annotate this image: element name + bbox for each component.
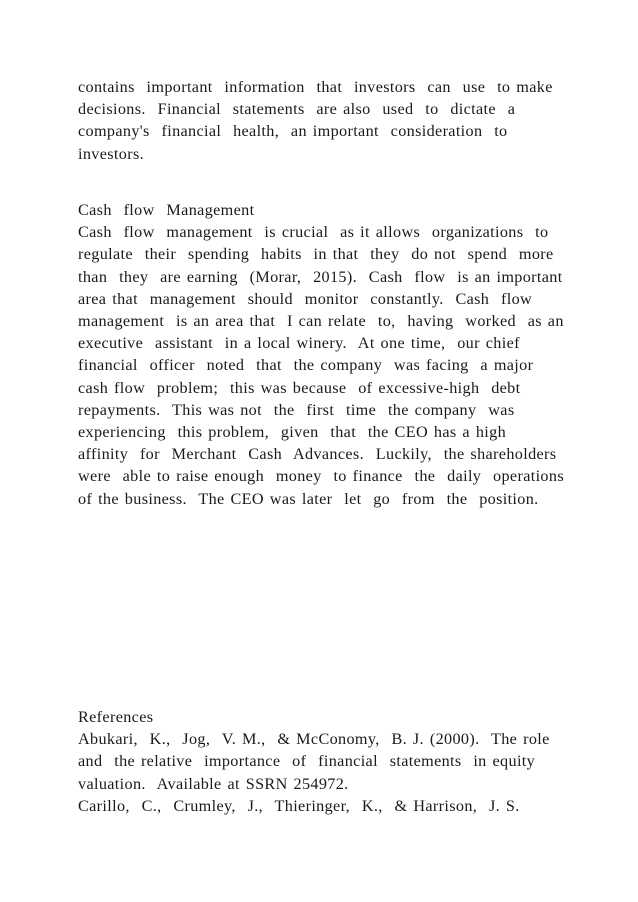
reference-line: Carillo, C., Crumley, J., Thieringer, K., & Harrison, J. S. (78, 796, 520, 815)
section-heading: References (78, 708, 154, 726)
references-section (78, 706, 578, 817)
text-line: contains important information that investors can use to make (78, 78, 553, 96)
intro-paragraph (78, 76, 578, 165)
text-line: company's financial health, an important consideration to (78, 122, 508, 141)
text-line: affinity for Merchant Cash Advances. Luckily, the shareholders (78, 445, 557, 464)
text-line: decisions. Financial statements are also used to dictate a (78, 100, 516, 119)
text-line: area that management should monitor constantly. Cash flow (78, 289, 533, 308)
reference-line: valuation. Available at SSRN 254972. (78, 774, 349, 793)
section-heading: Cash flow Management (78, 201, 255, 219)
text-line: of the business. The CEO was later let go from the position. (78, 489, 539, 508)
text-line: repayments. This was not the first time the company was (78, 400, 515, 419)
text-line: executive assistant in a local winery. At one time, our chief (78, 334, 520, 353)
text-line: than they are earning (Morar, 2015). Cash flow is an important (78, 267, 563, 286)
text-line: financial officer noted that the company was facing a major (78, 356, 534, 375)
text-line: management is an area that I can relate to, having worked as an (78, 312, 564, 331)
text-line: regulate their spending habits in that they do not spend more (78, 245, 554, 264)
text-line: were able to raise enough money to finance the daily operations (78, 467, 564, 486)
text-line: cash flow problem; this was because of excessive-high debt (78, 378, 521, 397)
cash-flow-section (78, 199, 578, 510)
text-line: Cash flow management is crucial as it allows organizations to (78, 223, 549, 242)
reference-line: and the relative importance of financial statements in equity (78, 752, 536, 771)
text-line: investors. (78, 144, 144, 163)
reference-line: Abukari, K., Jog, V. M., & McConomy, B. J. (2000). The role (78, 730, 550, 749)
text-line: experiencing this problem, given that the CEO has a high (78, 423, 507, 442)
